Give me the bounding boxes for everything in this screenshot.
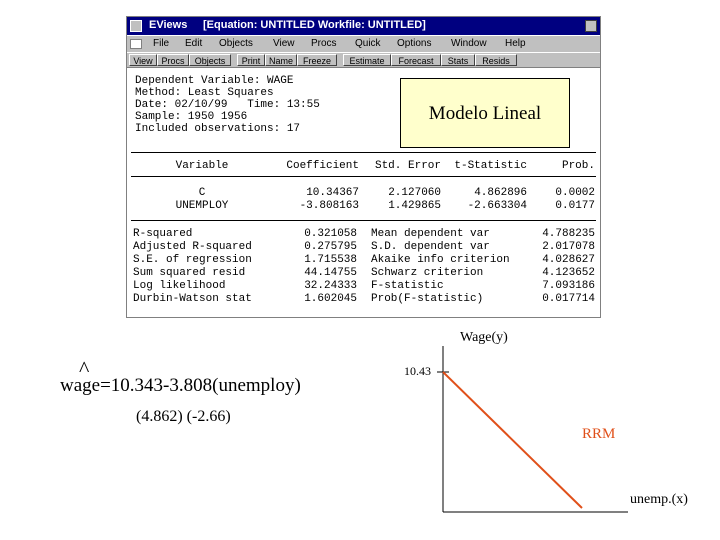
col-std-error: Std. Error [374, 160, 441, 172]
stat-value: 1.715538 [304, 254, 357, 266]
header-method: Method: Least Squares [135, 87, 274, 99]
table-cell: UNEMPLOY [175, 200, 229, 212]
menu-quick[interactable]: Quick [355, 38, 381, 49]
stat-value: 0.321058 [304, 228, 357, 240]
title-bar[interactable] [127, 17, 600, 35]
menu-view[interactable]: View [273, 38, 295, 49]
menu-edit[interactable]: Edit [185, 38, 203, 49]
equation-toolbar [127, 53, 600, 68]
print-button[interactable]: Print [237, 54, 265, 66]
stat-value: 2.017078 [542, 241, 595, 253]
model-callout: Modelo Lineal [400, 78, 570, 148]
table-cell: 2.127060 [388, 187, 441, 199]
stat-value: 7.093186 [542, 280, 595, 292]
header-dependent-variable: Dependent Variable: WAGE [135, 75, 294, 87]
stat-label: F-statistic [371, 280, 444, 292]
stat-label: S.D. dependent var [371, 241, 490, 253]
table-rule [131, 152, 596, 153]
app-icon[interactable] [130, 20, 142, 32]
stat-label: S.E. of regression [133, 254, 252, 266]
eviews-window [126, 16, 601, 318]
header-observations: Included observations: 17 [135, 123, 301, 135]
menu-objects[interactable]: Objects [219, 38, 253, 49]
table-cell: -3.808163 [299, 200, 359, 212]
view-button[interactable]: View [129, 54, 157, 66]
stat-value: 1.602045 [304, 293, 357, 305]
table-cell: C [198, 187, 206, 199]
hat-symbol: ^ [79, 356, 90, 381]
table-cell: 10.34367 [306, 187, 359, 199]
app-name: EViews [149, 19, 188, 31]
menu-help[interactable]: Help [505, 38, 526, 49]
stat-label: Durbin-Watson stat [133, 293, 252, 305]
stat-label: Mean dependent var [371, 228, 490, 240]
forecast-button[interactable]: Forecast [391, 54, 441, 66]
header-date: Date: 02/10/99 Time: 13:55 [135, 99, 320, 111]
fitted-equation: wage=10.343-3.808(unemploy) [60, 375, 301, 396]
stat-value: 0.275795 [304, 241, 357, 253]
intercept-label: 10.43 [404, 364, 431, 378]
menu-bar [127, 36, 600, 52]
stat-value: 4.123652 [542, 267, 595, 279]
table-cell: 0.0177 [555, 200, 595, 212]
x-axis-label: unemp.(x) [630, 492, 688, 507]
table-cell: 0.0002 [555, 187, 595, 199]
stat-label: R-squared [133, 228, 193, 240]
close-icon[interactable] [585, 20, 597, 32]
stat-label: Adjusted R-squared [133, 241, 252, 253]
estimate-button[interactable]: Estimate [343, 54, 391, 66]
menu-window[interactable]: Window [451, 38, 487, 49]
objects-button[interactable]: Objects [189, 54, 231, 66]
procs-button[interactable]: Procs [157, 54, 189, 66]
table-rule [131, 176, 596, 177]
stat-label: Log likelihood [133, 280, 226, 292]
col-coefficient: Coefficient [286, 160, 359, 172]
stat-value: 4.028627 [542, 254, 595, 266]
stat-label: Akaike info criterion [371, 254, 510, 266]
table-cell: 4.862896 [474, 187, 527, 199]
menu-procs[interactable]: Procs [311, 38, 337, 49]
name-button[interactable]: Name [265, 54, 297, 66]
stat-label: Schwarz criterion [371, 267, 484, 279]
stat-value: 44.14755 [304, 267, 357, 279]
stat-label: Sum squared resid [133, 267, 246, 279]
stat-value: 4.788235 [542, 228, 595, 240]
stat-value: 32.24333 [304, 280, 357, 292]
table-rule [131, 220, 596, 221]
document-menu-icon[interactable] [130, 39, 142, 49]
menu-options[interactable]: Options [397, 38, 432, 49]
stat-label: Prob(F-statistic) [371, 293, 484, 305]
y-axis-label: Wage(y) [460, 330, 508, 345]
stats-button[interactable]: Stats [441, 54, 475, 66]
resids-button[interactable]: Resids [475, 54, 517, 66]
window-title: [Equation: UNTITLED Workfile: UNTITLED] [203, 19, 426, 31]
col-variable: Variable [175, 160, 229, 172]
regression-line [443, 372, 582, 508]
freeze-button[interactable]: Freeze [297, 54, 337, 66]
col-prob: Prob. [561, 160, 595, 172]
table-cell: -2.663304 [467, 200, 527, 212]
coefficient-std-errors: (4.862) (-2.66) [136, 408, 231, 425]
table-cell: 1.429865 [388, 200, 441, 212]
line-label: RRM [582, 426, 616, 442]
menu-file[interactable]: File [153, 38, 170, 49]
header-sample: Sample: 1950 1956 [135, 111, 248, 123]
stat-value: 0.017714 [542, 293, 595, 305]
col-t-statistic: t-Statistic [454, 160, 527, 172]
